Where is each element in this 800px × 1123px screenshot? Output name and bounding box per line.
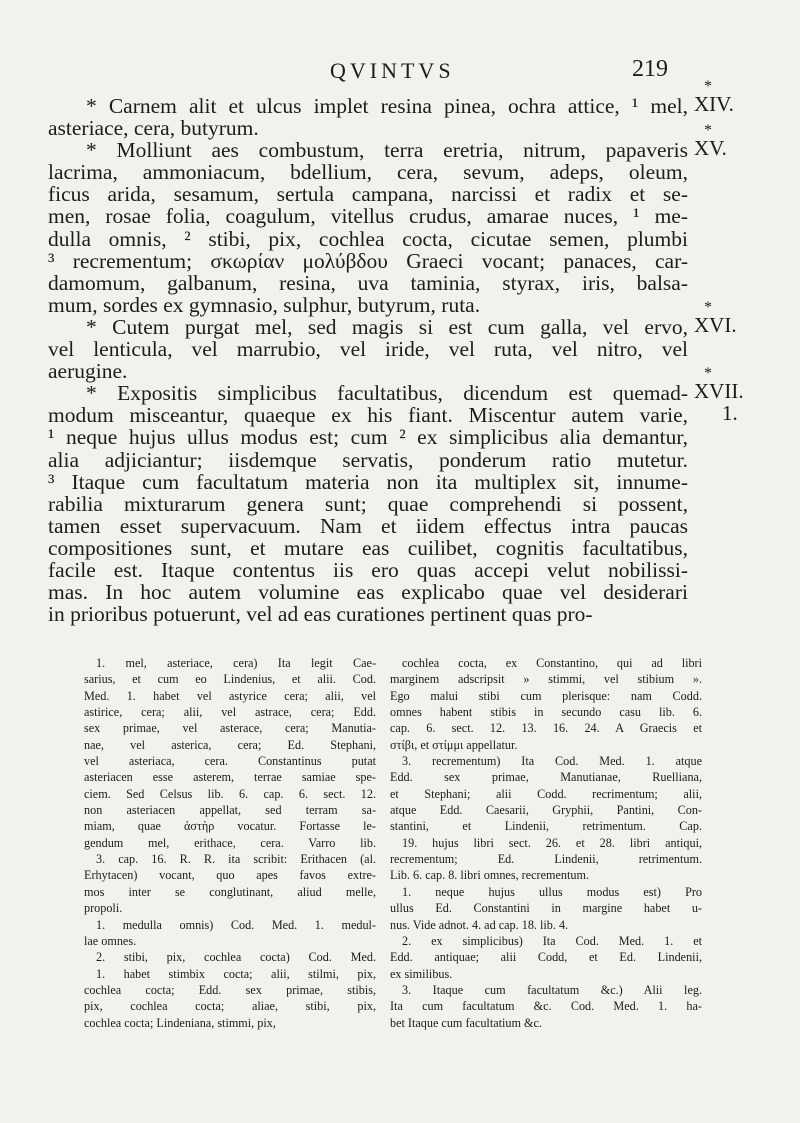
text-line: compositiones sunt, et mutare eas cuilibet, cognitis facultatibus, xyxy=(48,535,688,560)
text-line: aerugine. xyxy=(48,359,128,384)
footnote-line: marginem adscripsit » stimmi, vel stibium ». xyxy=(390,672,702,687)
text-line: rabilia mixturarum genera sunt; quae comprehendi si possent, xyxy=(48,491,688,516)
footnote-line: 1. habet stimbix cocta; alii, stilmi, pix, xyxy=(96,966,376,981)
footnotes-left-column xyxy=(84,655,376,1031)
footnote-line: propoli. xyxy=(84,901,123,916)
text-line: vel lenticula, vel marrubio, vel iride, vel ruta, vel nitro, vel xyxy=(48,337,688,362)
footnote-line: lae omnes. xyxy=(84,933,137,948)
footnote-line: 1. mel, asteriace, cera) Ita legit Cae- xyxy=(96,656,376,670)
footnote-line: 3. Itaque cum facultatum &c.) Alii leg. xyxy=(402,982,702,997)
text-line: * Carnem alit et ulcus implet resina pinea, ochra attice, ¹ mel, xyxy=(86,94,688,118)
section-label: XVII. xyxy=(694,379,744,404)
text-line: ³ recrementum; σκωρίαν μολύβδου Graeci vocant; panaces, car- xyxy=(48,248,688,273)
text-line: modum misceantur, quaeque ex his fiant. Miscentur autem varie, xyxy=(48,403,688,428)
text-line: mum, sordes ex gymnasio, sulphur, butyrum, ruta. xyxy=(48,292,481,317)
text-line: alia adjiciantur; iisdemque servatis, ponderum ratio mutetur. xyxy=(48,447,688,472)
text-line: lacrima, ammoniacum, bdellium, cera, sevum, adeps, oleum, xyxy=(48,160,688,185)
text-line: in prioribus potuerunt, vel ad eas curationes pertinent quas pro- xyxy=(48,602,593,627)
footnote-line: atque Edd. Caesarii, Gryphii, Pantini, Con- xyxy=(390,803,702,818)
footnote-line: recrementum; Ed. Lindenii, retrimentum. xyxy=(390,852,702,867)
footnote-line: omnes habent stibis in secundo casu lib. 6. xyxy=(390,705,702,720)
text-line: asteriace, cera, butyrum. xyxy=(48,116,259,141)
footnote-line: 1. neque hujus ullus modus est) Pro xyxy=(402,884,702,899)
section-label: XVI. xyxy=(694,313,737,337)
margin-section-number xyxy=(722,401,738,426)
footnote-line: nus. Vide adnot. 4. ad cap. 18. lib. 4. xyxy=(390,917,569,932)
text-line: * Cutem purgat mel, sed magis si est cum galla, vel ervo, xyxy=(86,314,688,339)
margin-section-number xyxy=(694,122,727,161)
main-text xyxy=(48,95,688,625)
text-line: * Molliunt aes combustum, terra eretria, nitrum, papaveris xyxy=(86,138,688,163)
footnote-line: 3. recrementum) Ita Cod. Med. 1. atque xyxy=(402,754,702,769)
text-line: damomum, galbanum, resina, uva taminia, styrax, iris, balsa- xyxy=(48,270,688,295)
footnote-line: et Stephani; alii Codd. recrimentum; alii, xyxy=(390,786,702,801)
footnote-line: sex primae, vel asterace, cera; Manutia- xyxy=(84,721,376,736)
text-line: dulla omnis, ² stibi, pix, cochlea cocta, cicutae semen, plumbi xyxy=(48,226,688,251)
footnote-line: bet Itaque cum facultatium &c. xyxy=(390,1015,542,1030)
asterisk-mark: * xyxy=(704,122,712,140)
page-header xyxy=(0,54,800,94)
footnote-line: cochlea cocta; Lindeniana, stimmi, pix, xyxy=(84,1015,276,1030)
footnote-line: cap. 6. sect. 12. 13. 16. 24. A Graecis et xyxy=(390,721,702,736)
text-line: men, rosae folia, coagulum, vitellus crudus, amarae nuces, ¹ me- xyxy=(48,204,688,229)
footnote-line: astirice, cera; alii, vel astrace, cera; Edd. xyxy=(84,705,376,720)
footnote-line: cochlea cocta; Edd. sex primae, stibis, xyxy=(84,982,376,997)
page-number: 219 xyxy=(632,56,668,82)
footnote-line: Med. 1. habet vel astyrice cera; alii, vel xyxy=(84,688,376,703)
section-label: 1. xyxy=(722,401,738,426)
footnote-line: nae, vel asterica, cera; Ed. Stephani, xyxy=(84,737,376,752)
footnotes-right-column xyxy=(390,655,702,1031)
footnote-line: 2. ex simplicibus) Ita Cod. Med. 1. et xyxy=(402,933,702,948)
asterisk-mark: * xyxy=(704,299,712,316)
footnote-line: non asteriacen appellat, sed terram sa- xyxy=(84,803,376,818)
footnote-line: asteriacen esse asterem, terrae samiae spe- xyxy=(84,770,376,785)
asterisk-mark: * xyxy=(704,78,712,95)
running-head: QVINTVS xyxy=(330,58,455,83)
footnote-line: cochlea cocta, ex Constantino, qui ad libri xyxy=(402,656,702,670)
footnote-line: ullus Ed. Constantini in margine habet u- xyxy=(390,901,702,916)
section-label: XV. xyxy=(694,136,727,161)
footnote-line: Ita cum facultatum &c. Cod. Med. 1. ha- xyxy=(390,999,702,1014)
footnote-line: vel asteriaca, cera. Constantinus putat xyxy=(84,754,376,769)
footnote-line: Ego malui stibi cum plerisque: nam Codd. xyxy=(390,688,702,703)
footnote-line: gendum mel, erithace, cera. Varro lib. xyxy=(84,835,376,850)
footnote-line: sarius, et cum eo Lindenius, et alii. Cod. xyxy=(84,672,376,687)
footnote-line: miam, quae ἀστὴρ vocatur. Fortasse le- xyxy=(84,819,376,834)
section-label: XIV. xyxy=(694,92,734,116)
text-line: ficus arida, sesamum, sertula campana, narcissi et radix et se- xyxy=(48,182,688,207)
footnote-line: 2. stibi, pix, cochlea cocta) Cod. Med. xyxy=(96,950,376,965)
footnote-line: Edd. antiquae; alii Codd, et Ed. Lindenii, xyxy=(390,950,702,965)
margin-section-number xyxy=(694,299,737,338)
text-line: ¹ neque hujus ullus modus est; cum ² ex simplicibus alia demantur, xyxy=(48,425,688,450)
footnote-line: stantini, et Lindenii, retrimentum. Cap. xyxy=(390,819,702,834)
footnote-line: mos inter se conglutinant, aliud melle, xyxy=(84,884,376,899)
footnote-line: Erhytacen) vocant, quo apes favos extre- xyxy=(84,868,376,883)
asterisk-mark: * xyxy=(704,365,712,383)
text-line: mas. In hoc autem volumine eas explicabo quae vel desiderari xyxy=(48,580,688,605)
footnote-line: 1. medulla omnis) Cod. Med. 1. medul- xyxy=(96,917,376,932)
footnote-line: ciem. Sed Celsus lib. 6. cap. 6. sect. 12. xyxy=(84,786,376,801)
margin-section-number xyxy=(694,78,734,117)
text-line: facile est. Itaque contentus iis ero quas accepi velut nobilissi- xyxy=(48,557,688,582)
text-line: tamen esset supervacuum. Nam et iidem effectus intra paucas xyxy=(48,513,688,538)
footnote-line: ex similibus. xyxy=(390,966,453,981)
footnote-line: 19. hujus libri sect. 26. et 28. libri antiqui, xyxy=(402,835,702,850)
footnote-line: στίβι, et στίμμι appellatur. xyxy=(390,737,518,752)
footnote-line: Edd. sex primae, Manutianae, Ruelliana, xyxy=(390,770,702,785)
footnote-line: 3. cap. 16. R. R. ita scribit: Erithacen (al. xyxy=(96,852,376,867)
footnote-line: Lib. 6. cap. 8. libri omnes, recrementum. xyxy=(390,868,590,883)
text-line: ³ Itaque cum facultatum materia non ita multiplex sit, innume- xyxy=(48,469,688,494)
footnote-line: pix, cochlea cocta; aliae, stibi, pix, xyxy=(84,999,376,1014)
text-line: * Expositis simplicibus facultatibus, dicendum est quemad- xyxy=(86,381,688,406)
